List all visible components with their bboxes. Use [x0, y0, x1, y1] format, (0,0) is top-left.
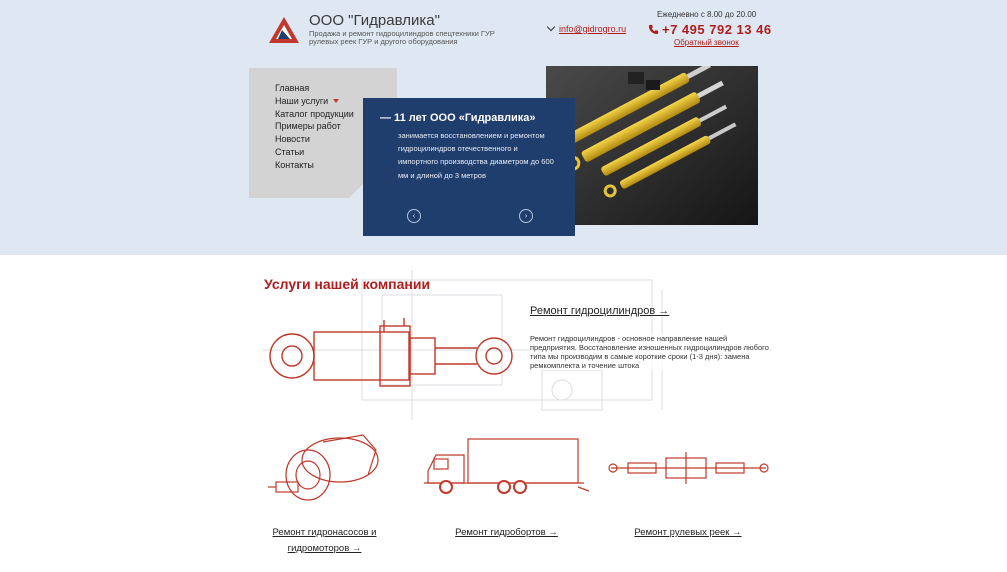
nav-item-articles[interactable]	[275, 146, 354, 159]
company-description: Продажа и ремонт гидроцилиндров спецтехники ГУР рулевых реек ГУР и другого оборудования	[309, 29, 495, 46]
slider-prev-button[interactable]: ‹	[407, 209, 421, 223]
nav-item-label: Примеры работ	[275, 121, 341, 132]
company-name: ООО "Гидравлика"	[309, 12, 440, 29]
pump-repair-link[interactable]	[262, 525, 387, 557]
steering-rack-repair-link[interactable]: Ремонт рулевых реек →	[634, 527, 742, 538]
nav-item-home[interactable]	[275, 82, 354, 95]
working-hours: Ежедневно с 8.00 до 20.00	[657, 10, 757, 19]
nav-item-label: Новости	[275, 134, 310, 145]
cylinder-repair-link[interactable]: Ремонт гидроцилиндров →	[530, 305, 670, 317]
nav-item-services[interactable]	[275, 95, 354, 108]
phone-number-text: +7 495 792 13 46	[662, 22, 772, 37]
nav-item-contacts[interactable]	[275, 159, 354, 172]
nav-item-news[interactable]	[275, 133, 354, 146]
caret-down-icon	[333, 99, 339, 103]
hero-image	[546, 66, 758, 225]
slider-next-button[interactable]: ›	[519, 209, 533, 223]
nav-item-label: Каталог продукции	[275, 108, 354, 119]
email-link[interactable]: info@gidrogro.ru	[559, 24, 627, 34]
chevron-down-icon	[547, 23, 555, 31]
nav-item-catalog[interactable]	[275, 108, 354, 121]
pump-repair-line2: гидромоторов →	[287, 543, 362, 554]
phone-icon	[648, 24, 659, 35]
callback-link[interactable]: Обратный звонок	[674, 38, 739, 47]
nav-item-label: Контакты	[275, 159, 314, 170]
services-title: Услуги нашей компании	[264, 276, 431, 292]
nav-item-label: Главная	[275, 83, 310, 93]
nav-item-examples[interactable]	[275, 120, 354, 133]
steering-rack-icon	[606, 448, 771, 488]
nav-item-label: Наши услуги	[275, 95, 329, 106]
tail-lift-repair-link[interactable]: Ремонт гидробортов →	[455, 527, 558, 538]
email-block	[548, 24, 626, 34]
hydraulic-motor-icon	[268, 430, 383, 512]
hero-text: занимается восстановлением и ремонтом гидроцилиндров отечественного и импортного производства диаметром до 600 мм и длиной до 3 метров	[398, 131, 554, 180]
hero-title: — 11 лет ООО «Гидравлика»	[380, 112, 536, 124]
hydraulic-cylinders-icon	[546, 66, 758, 225]
phone-number[interactable]	[648, 22, 772, 37]
truck-icon	[424, 435, 589, 497]
nav-item-label: Статьи	[275, 146, 305, 157]
cylinder-repair-description: Ремонт гидроцилиндров - основное направление нашей предприятия. Восстановление изношенных гидроцилиндров любого типа мы производим в самые короткие сроки (1-3 дня): замена ремкомплекта и точение штока	[530, 334, 769, 370]
hero-slider	[363, 98, 575, 236]
logo-icon[interactable]	[268, 16, 300, 44]
main-nav	[275, 82, 354, 172]
pump-repair-line1: Ремонт гидронасосов и	[272, 527, 377, 538]
